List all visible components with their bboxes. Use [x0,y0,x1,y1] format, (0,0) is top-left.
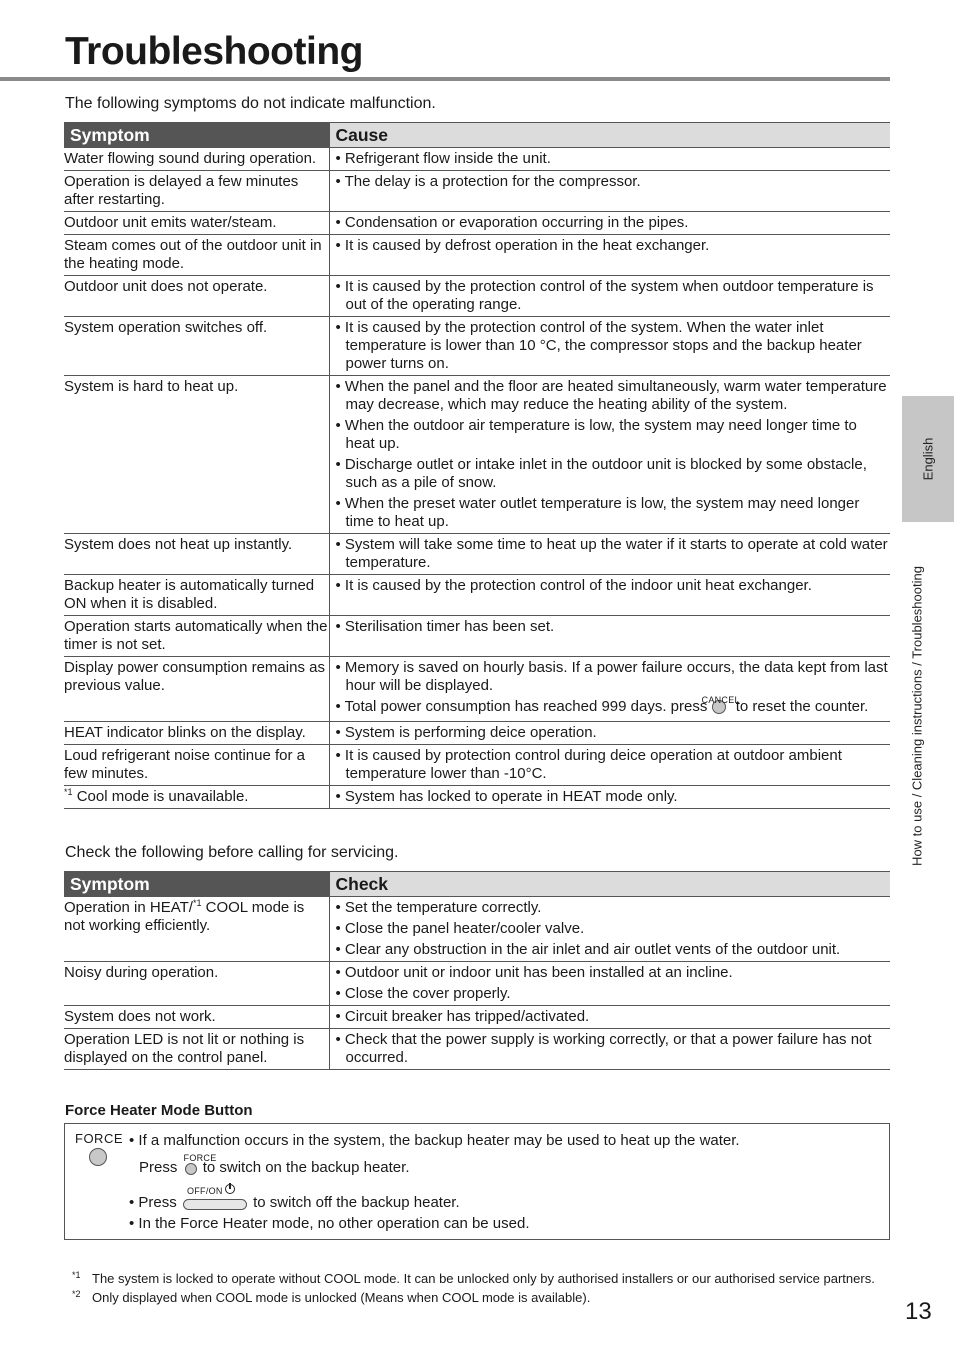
cause-item: • When the preset water outlet temperature is low, the system may need longer time to heat up. [335,495,860,530]
force-text: to switch on the backup heater. [202,1159,410,1176]
cause-item: • It is caused by protection control during deice operation at outdoor ambient temperature lower than -10°C. [335,747,842,782]
table-row [64,276,890,317]
cause-cell [329,722,890,745]
check-item: • Close the cover properly. [335,985,511,1002]
symptom-cell: System operation switches off. [64,317,329,376]
footnote-mark: *1 [192,898,202,908]
cause-cell [329,171,890,212]
force-text: • Press [129,1194,177,1211]
table-header-row [64,872,890,897]
force-heater-title: Force Heater Mode Button [65,1102,253,1119]
force-line [129,1186,460,1214]
table-row [64,235,890,276]
cause-item: • Refrigerant flow inside the unit. [335,150,551,167]
force-heater-box [64,1123,890,1240]
footnote-2: *2 Only displayed when COOL mode is unlocked (Means when COOL mode is available). [72,1288,591,1305]
symptom-cell: Water flowing sound during operation. [64,148,329,171]
cause-item: • It is caused by the protection control of the indoor unit heat exchanger. [335,577,812,594]
check-item: • Set the temperature correctly. [335,899,542,916]
check-cell [329,1006,890,1029]
check-item: • Circuit breaker has tripped/activated. [335,1008,590,1025]
table-row [64,534,890,575]
cause-cell [329,276,890,317]
check-intro: Check the following before calling for servicing. [65,844,399,861]
symptom-text: Cool mode is unavailable. [76,788,249,805]
symptom-cell [64,897,329,962]
cause-item: • The delay is a protection for the compressor. [335,173,641,190]
table-row [64,148,890,171]
symptom-text: Operation in HEAT/ [64,899,193,916]
cause-item: • System has locked to operate in HEAT mode only. [335,788,678,805]
cause-item [335,695,890,719]
symptom-cause-table [64,122,890,809]
force-mini-label: FORCE [183,1153,217,1163]
cause-cell [329,376,890,534]
check-item: • Check that the power supply is working correctly, or that a power failure has not occurred. [335,1031,872,1066]
cause-text: to reset the counter. [735,698,869,715]
symptom-cell: Operation LED is not lit or nothing is displayed on the control panel. [64,1029,329,1070]
symptom-header: Symptom [64,123,329,148]
cancel-button-icon [701,695,740,719]
table-row [64,376,890,534]
force-mini-icon [183,1153,217,1179]
symptom-cell: Noisy during operation. [64,962,329,1006]
table-header-row [64,123,890,148]
table-row [64,897,890,962]
check-item: • Outdoor unit or indoor unit has been installed at an incline. [335,964,733,981]
table-row [64,722,890,745]
symptom-cell: Outdoor unit does not operate. [64,276,329,317]
table-row [64,317,890,376]
cause-text: • Total power consumption has reached 999 days. press [335,698,708,715]
check-item: • Close the panel heater/cooler valve. [335,920,585,937]
cause-cell [329,657,890,722]
cause-item: • It is caused by the protection control of the system. When the water inlet temperature is lower than 10 °C, the compressor stops and the backup heater power turns on. [335,319,862,372]
force-button-icon [89,1148,107,1166]
footnote-text: Only displayed when COOL mode is unlocked (Means when COOL mode is available). [92,1290,591,1305]
language-tab [902,396,954,522]
cause-cell [329,212,890,235]
symptom-cell: Operation is delayed a few minutes after restarting. [64,171,329,212]
symptom-check-table [64,871,890,1070]
off-on-label [187,1184,235,1196]
cause-item: • When the outdoor air temperature is low, the system may need longer time to heat up. [335,417,857,452]
cause-header: Cause [329,123,890,148]
cause-cell [329,148,890,171]
symptom-cell: HEAT indicator blinks on the display. [64,722,329,745]
force-mini-circle-icon [185,1163,197,1175]
force-line [139,1153,410,1179]
footnote-mark: *1 [64,787,73,797]
symptom-cell: Operation starts automatically when the timer is not set. [64,616,329,657]
symptom-cell: System does not work. [64,1006,329,1029]
cause-item: • Discharge outlet or intake inlet in the outdoor unit is blocked by some obstacle, such as a pile of snow. [335,456,867,491]
power-icon [225,1184,235,1194]
symptom-cell: Outdoor unit emits water/steam. [64,212,329,235]
section-side-label: How to use / Cleaning instructions / Troubleshooting [909,566,925,866]
cause-item: • Sterilisation timer has been set. [335,618,555,635]
footnote-text: The system is locked to operate without COOL mode. It can be unlocked only by authorised installers or our authorised service partners. [92,1271,875,1286]
force-line: • If a malfunction occurs in the system, the backup heater may be used to heat up the water. [129,1132,740,1149]
cancel-label: CANCEL [701,695,740,705]
cause-cell [329,235,890,276]
cause-item: • System is performing deice operation. [335,724,597,741]
symptom-text: COOL mode is not working efficiently. [64,899,305,934]
cause-item: • It is caused by the protection control of the system when outdoor temperature is out of the operating range. [335,278,874,313]
table-row [64,786,890,809]
table-row [64,1029,890,1070]
symptom-cell: System does not heat up instantly. [64,534,329,575]
off-on-text: OFF/ON [186,1186,223,1196]
symptom-cell [64,786,329,809]
table-row [64,745,890,786]
off-on-button-icon [183,1186,247,1214]
title-rule [0,77,890,81]
cause-cell [329,534,890,575]
cause-item: • It is caused by defrost operation in the heat exchanger. [335,237,710,254]
table-row [64,575,890,616]
cause-item: • Condensation or evaporation occurring in the pipes. [335,214,689,231]
table-row [64,1006,890,1029]
cause-item: • When the panel and the floor are heated simultaneously, warm water temperature may decrease, which may reduce the heating ability of the system. [335,378,887,413]
force-line: • In the Force Heater mode, no other operation can be used. [129,1215,530,1232]
force-label: FORCE [75,1131,123,1146]
check-header: Check [329,872,890,897]
table-row [64,212,890,235]
off-on-pill-icon [183,1199,247,1210]
page-number: 13 [905,1298,932,1325]
page-title: Troubleshooting [65,30,363,73]
table-row [64,171,890,212]
cause-cell [329,575,890,616]
cause-cell [329,745,890,786]
table-row [64,616,890,657]
table-row [64,962,890,1006]
symptoms-intro: The following symptoms do not indicate malfunction. [65,95,436,112]
cause-cell [329,317,890,376]
symptom-cell: Backup heater is automatically turned ON when it is disabled. [64,575,329,616]
force-text: Press [139,1159,178,1176]
language-tab-label: English [920,437,936,481]
symptom-cell: System is hard to heat up. [64,376,329,534]
check-cell [329,962,890,1006]
cause-cell [329,786,890,809]
symptom-cell: Display power consumption remains as previous value. [64,657,329,722]
check-item: • Clear any obstruction in the air inlet and air outlet vents of the outdoor unit. [335,941,841,958]
cause-cell [329,616,890,657]
symptom-cell: Steam comes out of the outdoor unit in the heating mode. [64,235,329,276]
footnote-1: *1 The system is locked to operate without COOL mode. It can be unlocked only by authorised installers or our authorised service partners. [72,1269,875,1286]
symptom-cell: Loud refrigerant noise continue for a few minutes. [64,745,329,786]
cause-item: • Memory is saved on hourly basis. If a power failure occurs, the data kept from last hour will be displayed. [335,659,888,694]
check-cell [329,1029,890,1070]
force-text: to switch off the backup heater. [253,1194,460,1211]
table-row [64,657,890,722]
symptom-header: Symptom [64,872,329,897]
check-cell [329,897,890,962]
cause-item: • System will take some time to heat up the water if it starts to operate at cold water temperature. [335,536,888,571]
